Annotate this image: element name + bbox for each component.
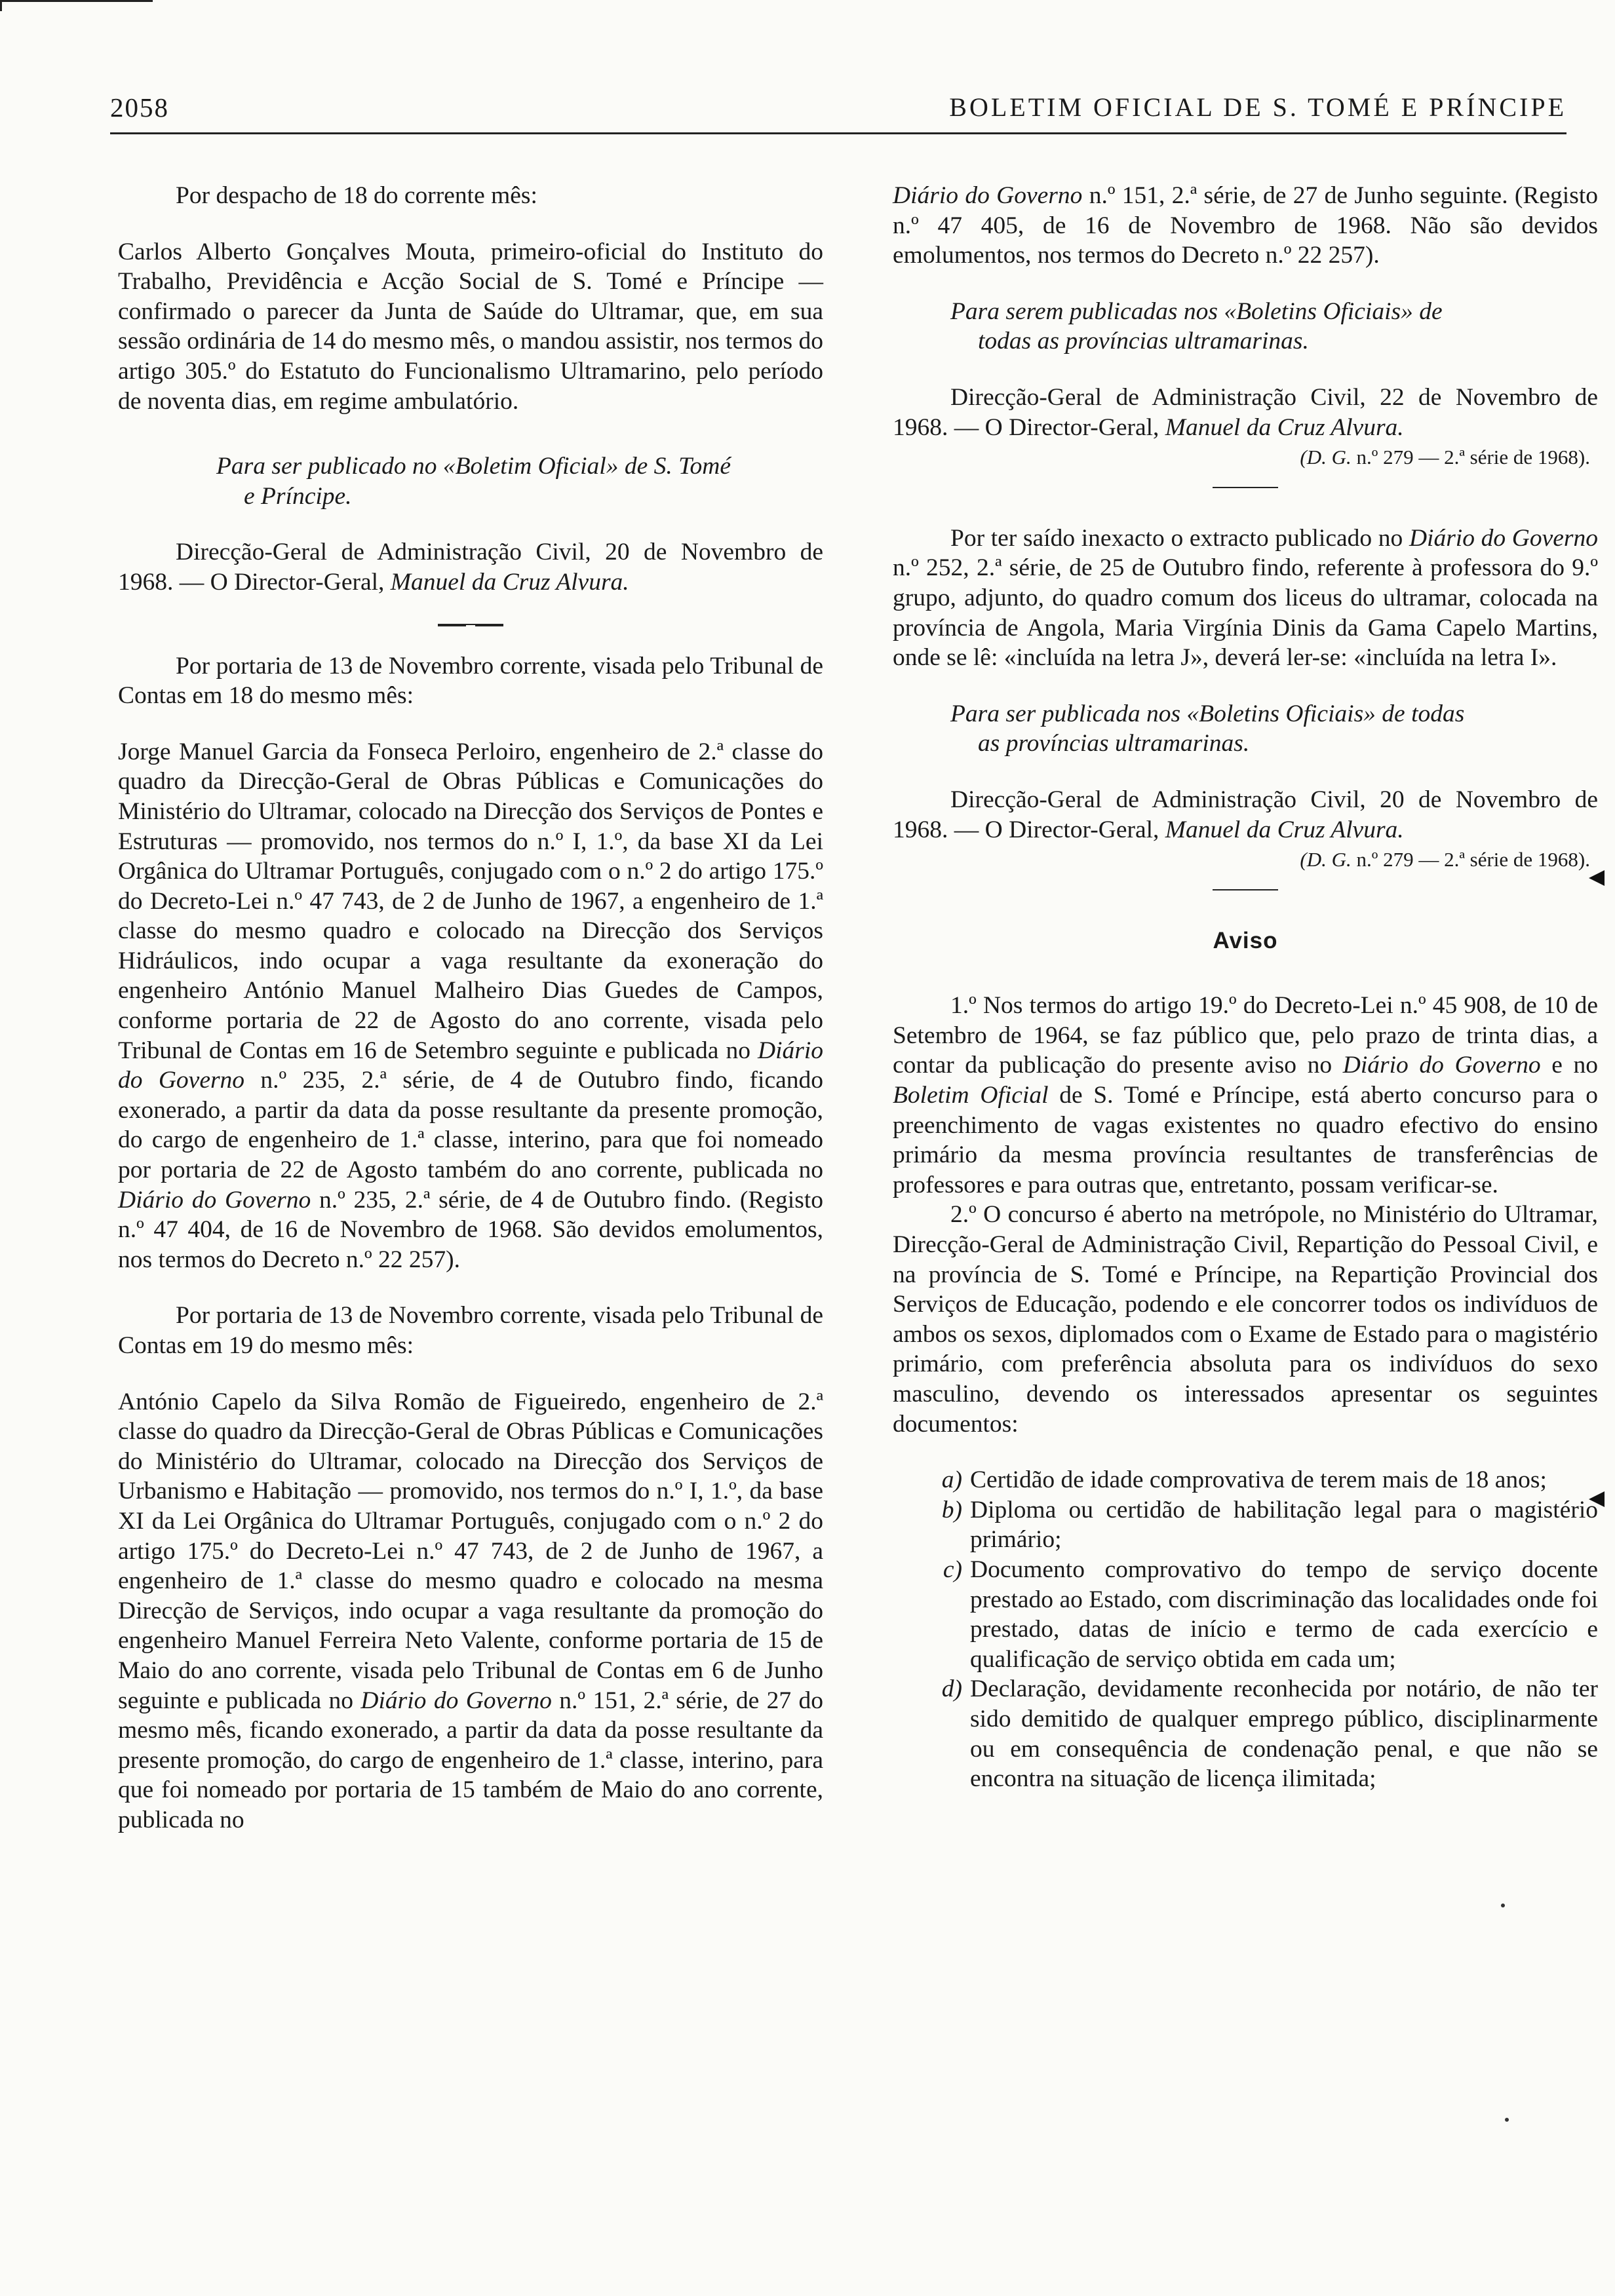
page-number: 2058 (110, 92, 169, 123)
portaria-1-body: Jorge Manuel Garcia da Fonseca Perloiro, engenheiro de 2.ª classe do quadro da Direcção-Geral de Obras Públicas e Comunicações do Ministério do Ultramar, colocado na Direcção dos Serviços de Pontes e Estruturas — promovido, nos termos do n.º I, 1.º, da base XI da Lei Orgânica do Ultramar Português, conjugado com o n.º 2 do artigo 175.º do Decreto-Lei n.º 47 743, de 2 de Junho de 1967, a engenheiro de 1.ª classe do mesmo quadro e colocado na Direcção dos Serviços Hidráulicos, indo ocupar a vaga resultante da exoneração do engenheiro António Manuel Malheiro Dias Guedes de Campos, conforme portaria de 22 de Agosto do ano corrente, visada pelo Tribunal de Contas em 16 de Setembro seguinte e publicada no Diário do Governo n.º 235, 2.ª série, de 4 de Outubro findo, ficando exonerado, a partir da data da posse resultante da presente promoção, do cargo de engenheiro de 1.ª classe, interino, para que foi nomeado por portaria de 22 de Agosto também do ano corrente, publicada no Diário do Governo n.º 235, 2.ª série, de 4 de Outubro findo. (Registo n.º 47 404, de 16 de Novembro de 1968. São devidos emolumentos, nos termos do Decreto n.º 22 257). (118, 738, 823, 1273)
portaria-2-continuation: Diário do Governo n.º 151, 2.ª série, de 27 de Junho seguinte. (Registo n.º 47 405, de 16 de Novembro de 1968. Não são devidos emolumentos, nos termos do Decreto n.º 22 257). (893, 182, 1598, 269)
publication-note: Para serem publicadas nos «Boletins Oficiais» de todas as províncias ultramarinas. (950, 297, 1443, 355)
signature-text: Direcção-Geral de Administração Civil, 20 de Novembro de 1968. — O Director-Geral, (118, 539, 823, 596)
dg-reference: (D. G. n.º 279 — 2.ª série de 1968). (1300, 848, 1590, 871)
right-column (893, 177, 1598, 1794)
scan-speck (1501, 1904, 1505, 1907)
portaria-2-intro: Por portaria de 13 de Novembro corrente, visada pelo Tribunal de Contas em 19 do mesmo mês: (118, 1302, 823, 1359)
list-item: a) Certidão de idade comprovativa de terem mais de 18 anos; (941, 1466, 1547, 1494)
scan-corner-mark (0, 0, 153, 11)
publication-note: Para ser publicada nos «Boletins Oficiais» de todas as províncias ultramarinas. (950, 700, 1465, 757)
portaria-1-intro: Por portaria de 13 de Novembro corrente, visada pelo Tribunal de Contas em 18 do mesmo mês: (118, 652, 823, 710)
signature-name: Manuel da Cruz Alvura. (390, 568, 629, 596)
despacho-intro: Por despacho de 18 do corrente mês: (176, 182, 537, 209)
publication-note-line1: Para ser publicado no «Boletim Oficial» de S. Tomé (216, 453, 731, 480)
margin-arrow-mark (1589, 1491, 1605, 1507)
dg-reference: (D. G. n.º 279 — 2.ª série de 1968). (1300, 446, 1590, 469)
publication-note-line2: e Príncipe. (244, 482, 352, 510)
scan-speck (1505, 2118, 1509, 2122)
list-item: b) Diploma ou certidão de habilitação legal para o magistério primário; (941, 1496, 1598, 1554)
aviso-paragraph-2: 2.º O concurso é aberto na metrópole, no Ministério do Ultramar, Direcção-Geral de Administração Civil, Repartição do Pessoal Civil, e na província de S. Tomé e Príncipe, na Repartição Provincial dos Serviços de Educação, podendo e ele concorrer todos os indivíduos de ambos os sexos, diplomados com o Exame de Estado para o magistério primário, com preferência absoluta para os indivíduos do sexo masculino, devendo os interessados apresentar os seguintes documentos: (893, 1201, 1598, 1438)
margin-arrow-mark (1589, 870, 1605, 886)
aviso-paragraph-1: 1.º Nos termos do artigo 19.º do Decreto-Lei n.º 45 908, de 10 de Setembro de 1964, se faz público que, pelo prazo de trinta dias, a contar da publicação do presente aviso no Diário do Governo e no Boletim Oficial de S. Tomé e Príncipe, está aberto concurso para o preenchimento de vagas existentes no quadro efectivo do ensino primário da mesma província resultantes de transferências de professores e para outras que, entretanto, possam verificar-se. (893, 992, 1599, 1198)
left-column (118, 177, 823, 1835)
signature-block (118, 537, 823, 597)
list-item: c) Documento comprovativo do tempo de serviço docente prestado ao Estado, com discriminação das localidades onde foi prestado, datas de início e termo de cada exercício e qualificação de serviço obtida em cada um; (943, 1556, 1598, 1673)
publication-note (118, 451, 823, 511)
documents-list (893, 1465, 1598, 1794)
portaria-2-body: António Capelo da Silva Romão de Figueiredo, engenheiro de 2.ª classe do quadro da Direcção-Geral de Obras Públicas e Comunicações do Ministério do Ultramar, colocado na Direcção dos Serviços de Urbanismo e Habitação — promovido, nos termos do n.º I, 1.º, da base XI da Lei Orgânica do Ultramar Português, conjugado com o n.º 2 do artigo 175.º do Decreto-Lei n.º 47 743, de 2 de Junho de 1967, a engenheiro de 1.ª classe do mesmo quadro e colocado na mesma Direcção de Serviços, indo ocupar a vaga resultante da promoção do engenheiro Manuel Ferreira Neto Valente, conforme portaria de 15 de Maio do ano corrente, visada pelo Tribunal de Contas em 6 de Junho seguinte e publicada no Diário do Governo n.º 151, 2.ª série, de 27 do mesmo mês, ficando exonerado, a partir da data da posse resultante da presente promoção, do cargo de engenheiro de 1.ª classe, interino, para que foi nomeado por portaria de 15 também de Maio do ano corrente, publicada no (118, 1388, 824, 1833)
signature-block: Direcção-Geral de Administração Civil, 20 de Novembro de 1968. — O Director-Geral, Manuel da Cruz Alvura. (893, 786, 1598, 843)
despacho-body: Carlos Alberto Gonçalves Mouta, primeiro-oficial do Instituto do Trabalho, Previdência e Acção Social de S. Tomé e Príncipe — confirmado o parecer da Junta de Saúde do Ultramar, que, em sua sessão ordinária de 14 do mesmo mês, o mandou assistir, nos termos do artigo 305.º do Estatuto do Funcionalismo Ultramarino, pelo período de noventa dias, em regime ambulatório. (118, 238, 823, 415)
rectification-body: Por ter saído inexacto o extracto publicado no Diário do Governo n.º 252, 2.ª série, de 25 de Outubro findo, referente à professora do 9.º grupo, adjunto, do quadro comum dos liceus do ultramar, colocada na província de Angola, Maria Virgínia Dinis da Gama Capelo Martins, onde se lê: «incluída na letra J», deverá ler-se: «incluída na letra I». (893, 524, 1598, 672)
aviso-heading: Aviso (1213, 927, 1278, 953)
signature-block: Direcção-Geral de Administração Civil, 22 de Novembro de 1968. — O Director-Geral, Manuel da Cruz Alvura. (893, 383, 1598, 441)
page-header (110, 85, 1566, 134)
running-title: BOLETIM OFICIAL DE S. TOMÉ E PRÍNCIPE (949, 92, 1566, 122)
list-item: d) Declaração, devidamente reconhecida por notário, de não ter sido demitido de qualquer emprego público, disciplinarmente ou em consequência de condenação penal, e que não se encontra na situação de licença ilimitada; (941, 1675, 1598, 1793)
